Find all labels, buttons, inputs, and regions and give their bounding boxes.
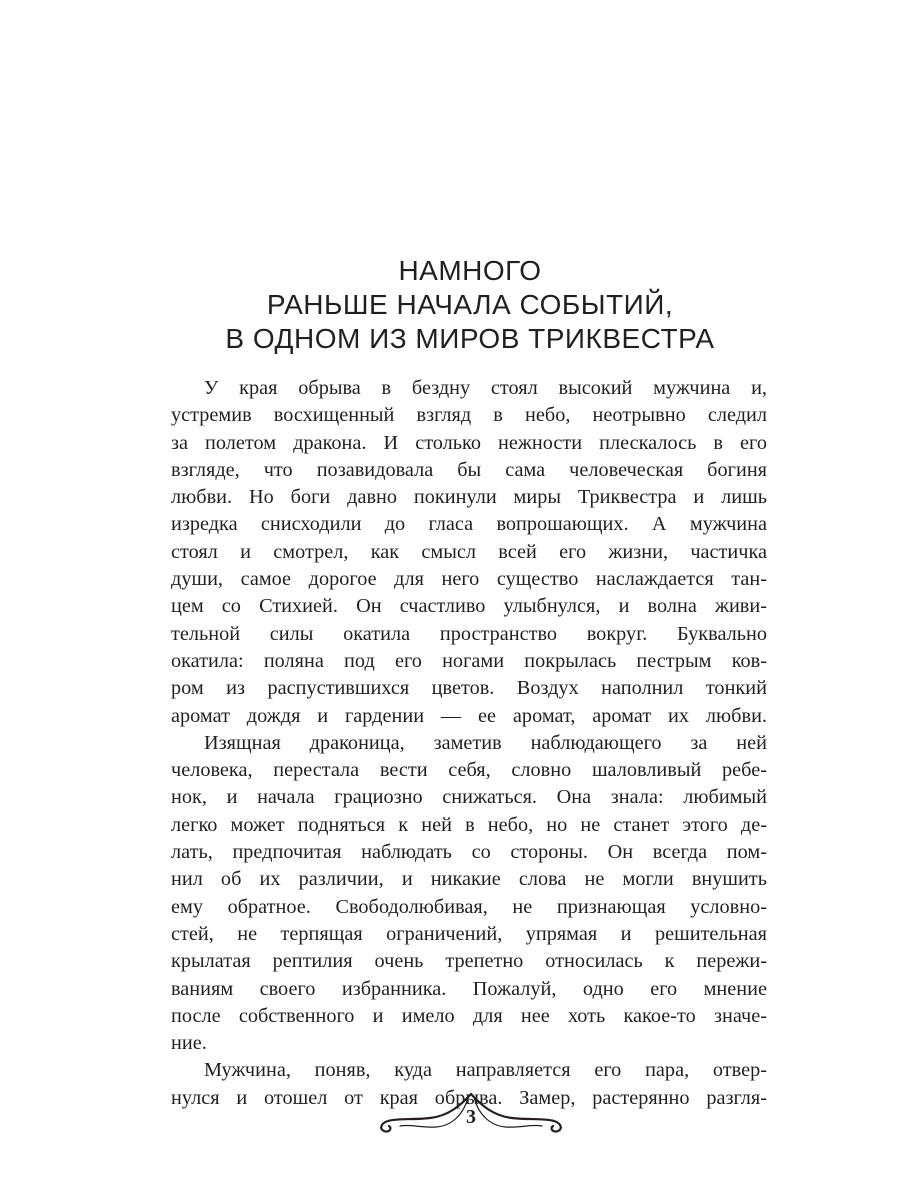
paragraph-line: аромат дождя и гардении — ее аромат, аромат их любви. [171, 704, 767, 727]
chapter-title-line-2: РАНЬШЕ НАЧАЛА СОБЫТИЙ, [266, 289, 674, 320]
paragraph-line: стей, не терпящая ограничений, упрямая и решительная [171, 922, 767, 945]
paragraph-line: ваниям своего избранника. Пожалуй, одно его мнение [171, 977, 767, 1000]
chapter-title-line-1: НАМНОГО [398, 255, 542, 286]
paragraph-line: ние. [171, 1032, 207, 1055]
paragraph-line: Мужчина, поняв, куда направляется его пара, отвер- [204, 1059, 767, 1082]
page-number: 3 [466, 1106, 476, 1128]
body-text [171, 375, 767, 1112]
paragraph-line: Изящная драконица, заметив наблюдающего за ней [204, 731, 767, 754]
paragraph-line: души, самое дорогое для него существо наслаждается тан- [171, 568, 767, 591]
paragraph-line: нулся и отошел от края обрыва. Замер, растерянно разгля- [171, 1086, 767, 1109]
paragraph-line: крылатая рептилия очень трепетно относилась к пережи- [171, 950, 767, 973]
paragraph-line: лать, предпочитая наблюдать со стороны. Он всегда пом- [171, 841, 767, 864]
paragraph-line: ром из распустившихся цветов. Воздух наполнил тонкий [171, 677, 767, 700]
paragraph-line: нил об их различии, и никакие слова не могли внушить [171, 868, 767, 891]
paragraph-line: ему обратное. Свободолюбивая, не признающая условно- [171, 895, 767, 918]
paragraph-line: устремив восхищенный взгляд в небо, неотрывно следил [171, 404, 767, 427]
paragraph-line: любви. Но боги давно покинули миры Триквестра и лишь [171, 486, 767, 509]
paragraph-line: взгляде, что позавидовала бы сама человеческая богиня [171, 458, 767, 481]
paragraph-line: легко может подняться к ней в небо, но не станет этого де- [171, 813, 767, 836]
paragraph-line: цем со Стихией. Он счастливо улыбнулся, и волна живи- [171, 595, 767, 618]
paragraph-line: тельной силы окатила пространство вокруг. Буквально [171, 622, 767, 645]
paragraph-line: после собственного и имело для нее хоть какое-то значе- [171, 1004, 767, 1027]
paragraph-line: окатила: поляна под его ногами покрылась пестрым ков- [171, 649, 767, 672]
chapter-title-line-3: В ОДНОМ ИЗ МИРОВ ТРИКВЕСТРА [225, 323, 715, 354]
paragraph-line: нок, и начала грациозно снижаться. Она знала: любимый [171, 786, 767, 809]
paragraph-line: за полетом дракона. И столько нежности плескалось в его [171, 431, 767, 454]
paragraph-line: человека, перестала вести себя, словно шаловливый ребе- [171, 759, 767, 782]
paragraph-line: стоял и смотрел, как смысл всей его жизни, частичка [171, 540, 767, 563]
paragraph-line: У края обрыва в бездну стоял высокий мужчина и, [204, 377, 767, 399]
page-folio [376, 1088, 566, 1138]
paragraph-line: изредка снисходили до гласа вопрошающих. А мужчина [171, 513, 767, 536]
